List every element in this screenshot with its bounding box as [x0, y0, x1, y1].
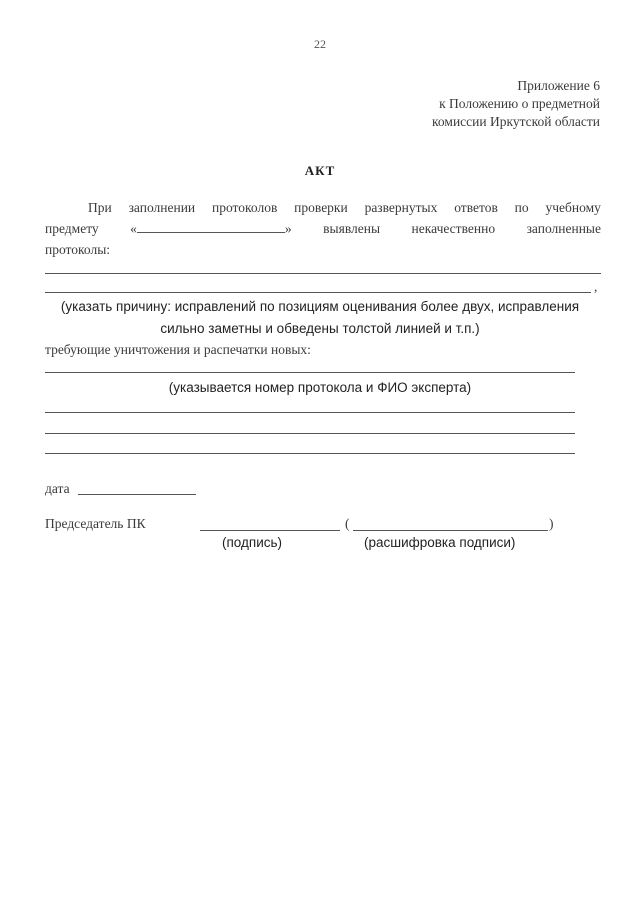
annex-line-1: Приложение 6: [517, 78, 600, 93]
reason-comma: ,: [594, 279, 598, 294]
subject-prefix: предмету: [45, 221, 99, 236]
protocol-blank-line-2[interactable]: [45, 412, 575, 413]
reason-blank-line-2[interactable]: [45, 292, 591, 293]
word: заполненные: [526, 221, 601, 236]
annex-line-3: комиссии Иркутской области: [432, 114, 600, 129]
paragraph-line-2: [45, 221, 601, 237]
paren-close: ): [549, 516, 554, 531]
word: заполнении: [128, 200, 196, 215]
decoding-hint: (расшифровка подписи): [364, 535, 516, 550]
protocols-label: протоколы:: [45, 242, 111, 257]
word: протоколов: [212, 200, 278, 215]
subject-field[interactable]: « »: [130, 221, 292, 236]
paren-open: (: [345, 516, 350, 531]
word: ответов: [454, 200, 498, 215]
signature-hint: (подпись): [222, 535, 283, 550]
word: выявлены: [323, 221, 381, 236]
word: некачественно: [411, 221, 496, 236]
word: учебному: [545, 200, 601, 215]
protocol-blank-line-3[interactable]: [45, 433, 575, 434]
subject-input[interactable]: [137, 232, 285, 233]
word: по: [514, 200, 529, 215]
chairman-label: Председатель ПК: [45, 516, 146, 531]
date-input[interactable]: [78, 494, 196, 495]
word: При: [88, 200, 112, 215]
word: проверки: [294, 200, 348, 215]
annex-line-2: к Положению о предметной: [439, 96, 600, 111]
signature-decoding-input[interactable]: [353, 530, 548, 531]
reason-blank-line-1[interactable]: [45, 273, 601, 274]
signature-input[interactable]: [200, 530, 340, 531]
protocol-blank-line-4[interactable]: [45, 453, 575, 454]
page-number: 22: [314, 37, 326, 51]
paragraph-line-1: [88, 200, 601, 216]
word: развернутых: [364, 200, 438, 215]
reason-hint-line-2: сильно заметны и обведены толстой линией и т.п.): [160, 321, 480, 336]
protocol-blank-line-1[interactable]: [45, 372, 575, 373]
protocol-hint: (указывается номер протокола и ФИО эксперта): [168, 380, 472, 395]
requiring-label: требующие уничтожения и распечатки новых:: [45, 342, 311, 357]
document-title: АКТ: [304, 163, 336, 178]
reason-hint-line-1: (указать причину: исправлений по позициям оценивания более двух, исправления: [60, 299, 580, 314]
date-label: дата: [45, 481, 70, 496]
